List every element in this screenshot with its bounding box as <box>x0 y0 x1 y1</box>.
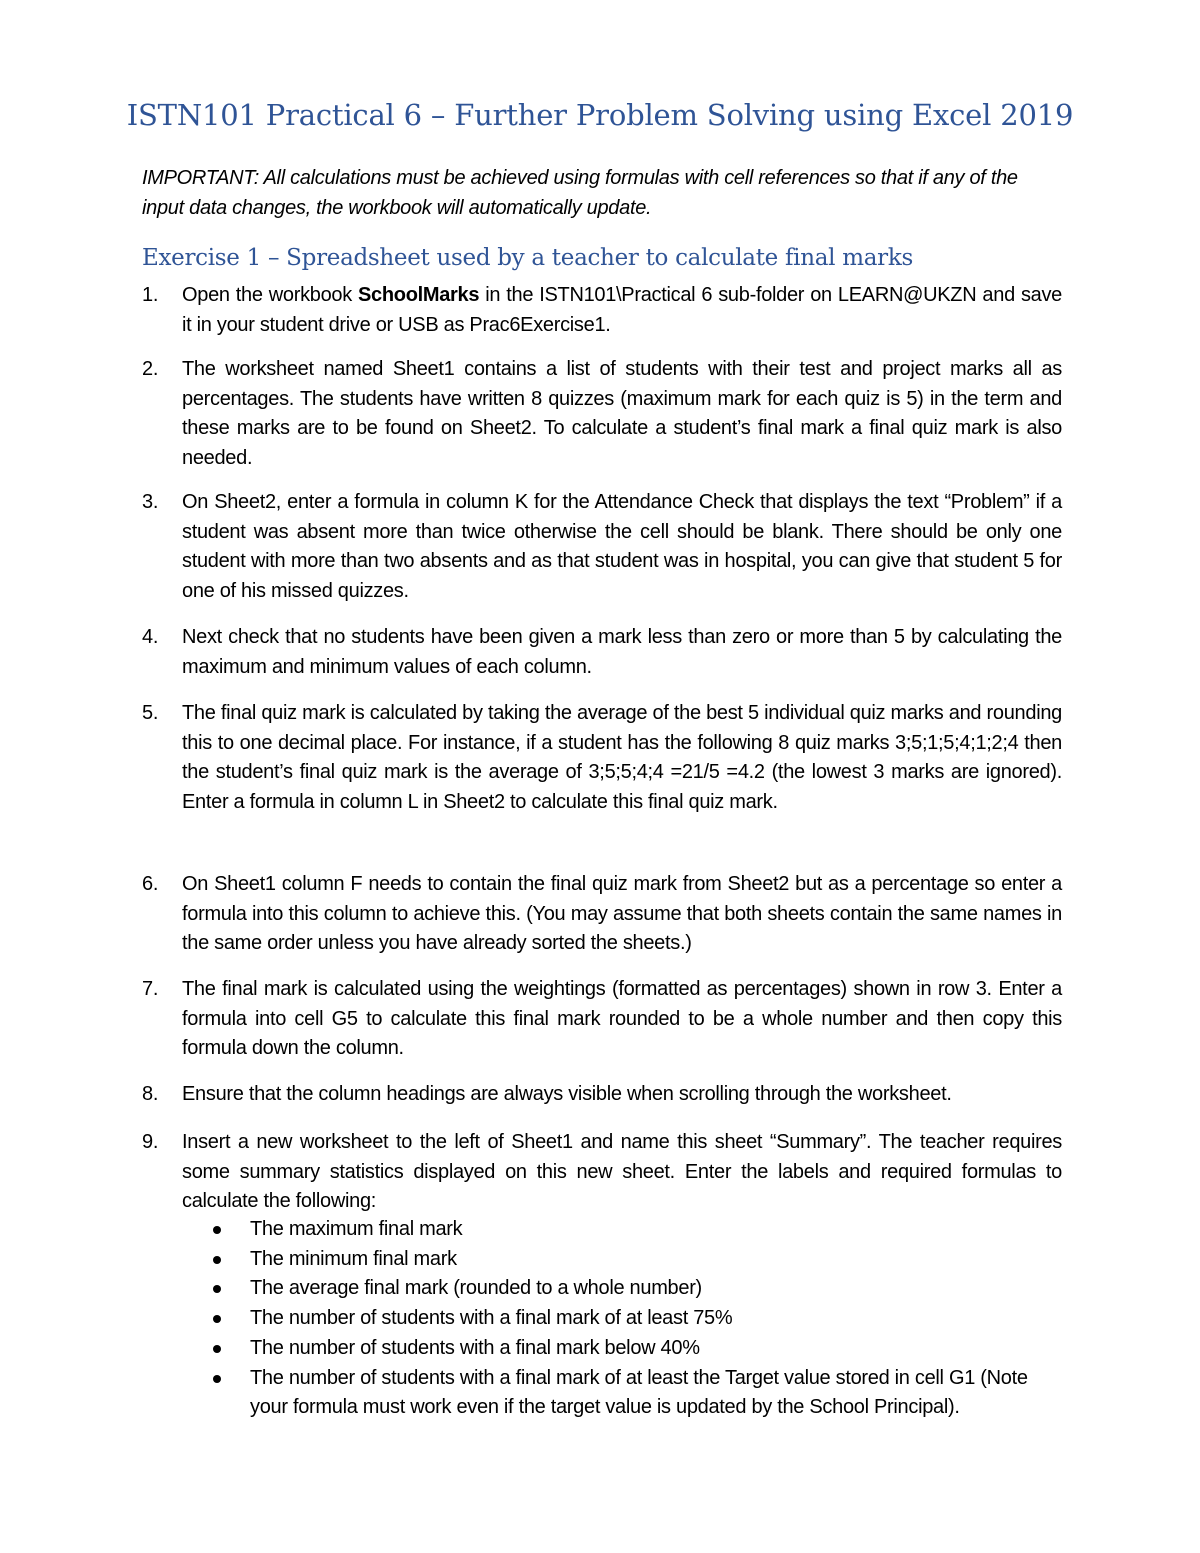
list-item: The average final mark (rounded to a whole number) <box>250 1274 1062 1304</box>
step-7 <box>142 975 1062 1064</box>
step-number: 5. <box>142 702 159 724</box>
step-6 <box>142 870 1062 959</box>
step-text: Ensure that the column headings are always visible when scrolling through the worksheet. <box>182 1083 952 1105</box>
step-text: Insert a new worksheet to the left of Sheet1 and name this sheet “Summary”. The teacher requires some summary statistics displayed on this new sheet. Enter the labels and required formulas to calculate the following: <box>182 1131 1062 1212</box>
summary-bullet-list <box>250 1215 1062 1423</box>
step-number: 9. <box>142 1131 159 1153</box>
bullet-icon <box>213 1375 221 1383</box>
step-text: On Sheet2, enter a formula in column K for the Attendance Check that displays the text “Problem” if a student was absent more than twice otherwise the cell should be blank. There should be only one student with more than two absents and as that student was in hospital, you can give that student 5 for one of his missed quizzes. <box>182 491 1062 602</box>
step-text: Next check that no students have been given a mark less than zero or more than 5 by calculating the maximum and minimum values of each column. <box>182 626 1062 678</box>
step-number: 6. <box>142 873 159 895</box>
exercise-heading: Exercise 1 – Spreadsheet used by a teacher to calculate final marks <box>142 245 913 271</box>
step-number: 1. <box>142 284 159 306</box>
page-title: ISTN101 Practical 6 – Further Problem Solving using Excel 2019 <box>126 98 1074 132</box>
step-text: On Sheet1 column F needs to contain the final quiz mark from Sheet2 but as a percentage so enter a formula into this column to achieve this. (You may assume that both sheets contain the same names in the same order unless you have already sorted the sheets.) <box>182 873 1062 954</box>
step-9 <box>142 1128 1062 1217</box>
step-number: 7. <box>142 978 159 1000</box>
bullet-icon <box>213 1285 221 1293</box>
bullet-icon <box>213 1315 221 1323</box>
step-2 <box>142 355 1062 473</box>
step-number: 3. <box>142 491 159 513</box>
step-4 <box>142 623 1062 682</box>
step-text: The worksheet named Sheet1 contains a list of students with their test and project marks all as percentages. The students have written 8 quizzes (maximum mark for each quiz is 5) in the term and these marks are to be found on Sheet2. To calculate a student’s final mark a final quiz mark is also needed. <box>182 358 1062 469</box>
step-5 <box>142 699 1062 817</box>
list-item: The maximum final mark <box>250 1215 1062 1245</box>
list-item: The number of students with a final mark of at least the Target value stored in cell G1 (Note your formula must work even if the target value is updated by the School Principal). <box>250 1364 1062 1423</box>
step-text: The final mark is calculated using the weightings (formatted as percentages) shown in row 3. Enter a formula into cell G5 to calculate this final mark rounded to be a whole number and then copy this formula down the column. <box>182 978 1062 1059</box>
step-3 <box>142 488 1062 606</box>
step-text: The final quiz mark is calculated by taking the average of the best 5 individual quiz marks and rounding this to one decimal place. For instance, if a student has the following 8 quiz marks 3;5;1;5;4;1;2;4 then the student’s final quiz mark is the average of 3;5;5;4;4 =21/5 =4.2 (the lowest 3 marks are ignored). Enter a formula in column L in Sheet2 to calculate this final quiz mark. <box>182 702 1062 813</box>
list-item: The number of students with a final mark of at least 75% <box>250 1304 1062 1334</box>
step-number: 4. <box>142 626 159 648</box>
step-number: 8. <box>142 1083 159 1105</box>
step-1 <box>142 281 1062 340</box>
workbook-name: SchoolMarks <box>358 284 480 306</box>
bullet-icon <box>213 1226 221 1234</box>
step-text: Open the workbook SchoolMarks in the ISTN101\Practical 6 sub-folder on LEARN@UKZN and save it in your student drive or USB as Prac6Exercise1. <box>182 284 1062 336</box>
list-item: The minimum final mark <box>250 1245 1062 1275</box>
list-item: The number of students with a final mark below 40% <box>250 1334 1062 1364</box>
step-8 <box>142 1080 1062 1110</box>
important-note: IMPORTANT: All calculations must be achieved using formulas with cell references so that if any of the input data changes, the workbook will automatically update. <box>142 167 1018 219</box>
step-number: 2. <box>142 358 159 380</box>
bullet-icon <box>213 1256 221 1264</box>
bullet-icon <box>213 1345 221 1353</box>
